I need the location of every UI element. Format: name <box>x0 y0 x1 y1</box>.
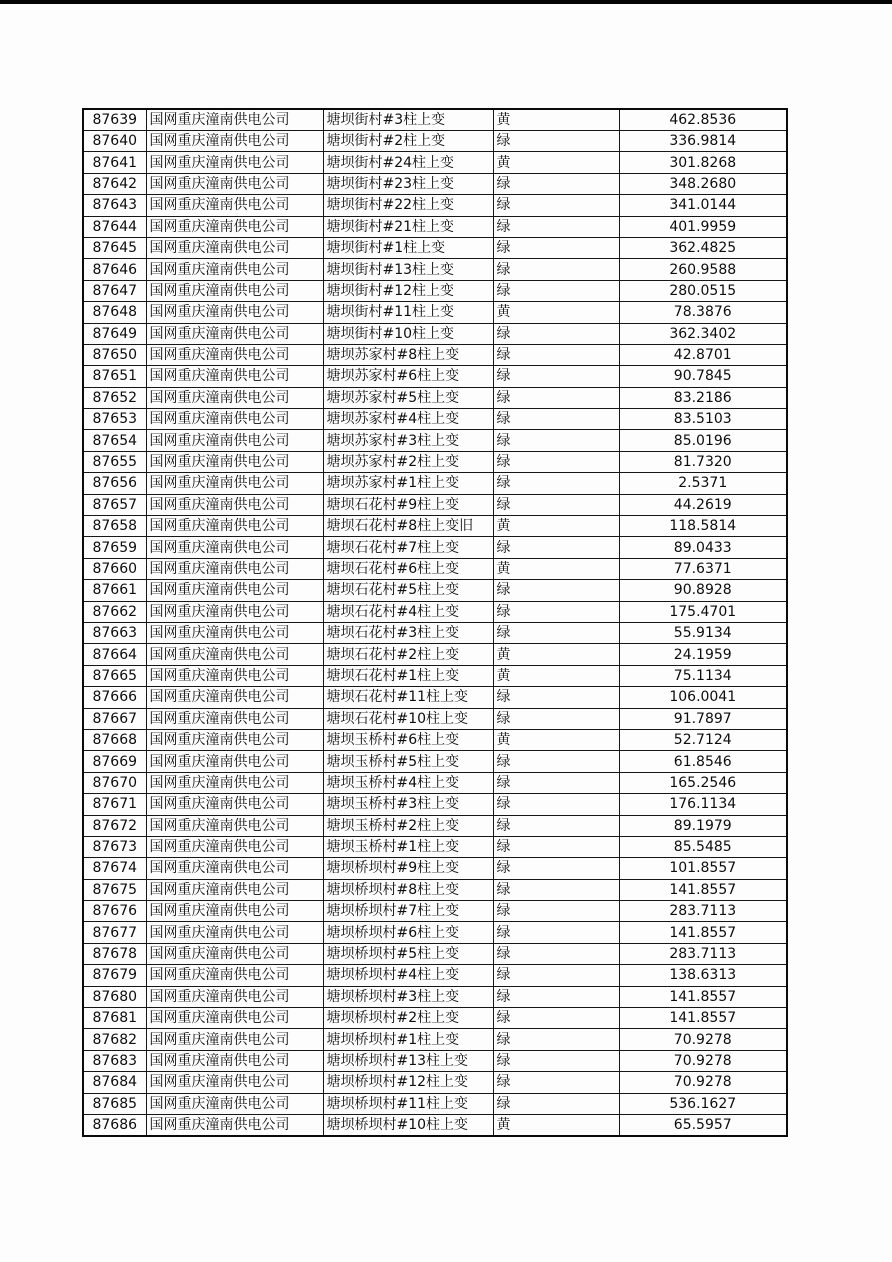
cell-value: 24.1959 <box>619 644 787 665</box>
cell-status: 绿 <box>493 473 619 494</box>
cell-id: 87668 <box>83 729 146 750</box>
table-row <box>83 409 787 430</box>
cell-value: 141.8557 <box>619 1008 787 1029</box>
cell-id: 87671 <box>83 794 146 815</box>
table-row <box>83 815 787 836</box>
cell-id: 87654 <box>83 430 146 451</box>
cell-status: 绿 <box>493 237 619 258</box>
cell-company: 国网重庆潼南供电公司 <box>146 922 323 943</box>
cell-status: 绿 <box>493 1072 619 1093</box>
cell-id: 87683 <box>83 1050 146 1071</box>
cell-company: 国网重庆潼南供电公司 <box>146 794 323 815</box>
cell-value: 141.8557 <box>619 922 787 943</box>
cell-company: 国网重庆潼南供电公司 <box>146 280 323 301</box>
cell-company: 国网重庆潼南供电公司 <box>146 344 323 365</box>
cell-status: 绿 <box>493 173 619 194</box>
cell-id: 87681 <box>83 1008 146 1029</box>
cell-status: 绿 <box>493 344 619 365</box>
cell-status: 绿 <box>493 858 619 879</box>
cell-value: 83.2186 <box>619 387 787 408</box>
cell-company: 国网重庆潼南供电公司 <box>146 580 323 601</box>
table-row <box>83 1114 787 1136</box>
cell-id: 87656 <box>83 473 146 494</box>
cell-company: 国网重庆潼南供电公司 <box>146 858 323 879</box>
cell-value: 77.6371 <box>619 558 787 579</box>
cell-status: 绿 <box>493 1029 619 1050</box>
cell-status: 绿 <box>493 537 619 558</box>
cell-value: 91.7897 <box>619 708 787 729</box>
table-row <box>83 152 787 173</box>
cell-status: 绿 <box>493 387 619 408</box>
cell-name: 塘坝桥坝村#13柱上变 <box>323 1050 493 1071</box>
cell-value: 55.9134 <box>619 622 787 643</box>
cell-status: 绿 <box>493 836 619 857</box>
cell-name: 塘坝石花村#8柱上变旧 <box>323 516 493 537</box>
cell-company: 国网重庆潼南供电公司 <box>146 516 323 537</box>
cell-status: 绿 <box>493 409 619 430</box>
table-row <box>83 1093 787 1114</box>
cell-value: 401.9959 <box>619 216 787 237</box>
cell-name: 塘坝桥坝村#3柱上变 <box>323 986 493 1007</box>
table-row <box>83 494 787 515</box>
cell-name: 塘坝苏家村#5柱上变 <box>323 387 493 408</box>
cell-company: 国网重庆潼南供电公司 <box>146 1114 323 1136</box>
cell-value: 362.3402 <box>619 323 787 344</box>
cell-name: 塘坝街村#21柱上变 <box>323 216 493 237</box>
cell-name: 塘坝桥坝村#8柱上变 <box>323 879 493 900</box>
table-row <box>83 1008 787 1029</box>
cell-company: 国网重庆潼南供电公司 <box>146 986 323 1007</box>
cell-company: 国网重庆潼南供电公司 <box>146 965 323 986</box>
table-row <box>83 794 787 815</box>
table-row <box>83 601 787 622</box>
cell-id: 87664 <box>83 644 146 665</box>
cell-name: 塘坝苏家村#6柱上变 <box>323 366 493 387</box>
cell-value: 81.7320 <box>619 451 787 472</box>
cell-name: 塘坝苏家村#8柱上变 <box>323 344 493 365</box>
cell-id: 87658 <box>83 516 146 537</box>
cell-value: 260.9588 <box>619 259 787 280</box>
cell-name: 塘坝街村#24柱上变 <box>323 152 493 173</box>
cell-company: 国网重庆潼南供电公司 <box>146 1008 323 1029</box>
cell-company: 国网重庆潼南供电公司 <box>146 430 323 451</box>
cell-company: 国网重庆潼南供电公司 <box>146 302 323 323</box>
cell-name: 塘坝苏家村#3柱上变 <box>323 430 493 451</box>
cell-value: 101.8557 <box>619 858 787 879</box>
cell-name: 塘坝石花村#3柱上变 <box>323 622 493 643</box>
cell-company: 国网重庆潼南供电公司 <box>146 537 323 558</box>
cell-id: 87682 <box>83 1029 146 1050</box>
cell-value: 90.7845 <box>619 366 787 387</box>
cell-company: 国网重庆潼南供电公司 <box>146 237 323 258</box>
table-row <box>83 131 787 152</box>
cell-name: 塘坝石花村#7柱上变 <box>323 537 493 558</box>
cell-name: 塘坝街村#22柱上变 <box>323 195 493 216</box>
cell-name: 塘坝玉桥村#5柱上变 <box>323 751 493 772</box>
cell-value: 165.2546 <box>619 772 787 793</box>
cell-value: 75.1134 <box>619 665 787 686</box>
table-row <box>83 1072 787 1093</box>
cell-id: 87652 <box>83 387 146 408</box>
cell-status: 绿 <box>493 687 619 708</box>
cell-company: 国网重庆潼南供电公司 <box>146 109 323 131</box>
cell-value: 336.9814 <box>619 131 787 152</box>
cell-value: 280.0515 <box>619 280 787 301</box>
cell-id: 87670 <box>83 772 146 793</box>
cell-value: 118.5814 <box>619 516 787 537</box>
cell-name: 塘坝桥坝村#6柱上变 <box>323 922 493 943</box>
cell-name: 塘坝桥坝村#5柱上变 <box>323 943 493 964</box>
cell-id: 87672 <box>83 815 146 836</box>
table-row <box>83 109 787 131</box>
cell-status: 绿 <box>493 1050 619 1071</box>
cell-name: 塘坝桥坝村#9柱上变 <box>323 858 493 879</box>
cell-id: 87643 <box>83 195 146 216</box>
cell-value: 70.9278 <box>619 1029 787 1050</box>
cell-name: 塘坝街村#3柱上变 <box>323 109 493 131</box>
cell-company: 国网重庆潼南供电公司 <box>146 622 323 643</box>
table-row <box>83 1050 787 1071</box>
cell-id: 87665 <box>83 665 146 686</box>
table-row <box>83 580 787 601</box>
cell-company: 国网重庆潼南供电公司 <box>146 473 323 494</box>
cell-name: 塘坝玉桥村#2柱上变 <box>323 815 493 836</box>
cell-status: 绿 <box>493 131 619 152</box>
cell-status: 绿 <box>493 708 619 729</box>
cell-status: 绿 <box>493 451 619 472</box>
table-row <box>83 237 787 258</box>
table-row <box>83 687 787 708</box>
cell-id: 87645 <box>83 237 146 258</box>
cell-id: 87659 <box>83 537 146 558</box>
cell-company: 国网重庆潼南供电公司 <box>146 687 323 708</box>
cell-status: 绿 <box>493 1093 619 1114</box>
cell-id: 87673 <box>83 836 146 857</box>
cell-status: 绿 <box>493 815 619 836</box>
table-row <box>83 1029 787 1050</box>
cell-name: 塘坝桥坝村#11柱上变 <box>323 1093 493 1114</box>
cell-company: 国网重庆潼南供电公司 <box>146 644 323 665</box>
cell-company: 国网重庆潼南供电公司 <box>146 494 323 515</box>
cell-value: 536.1627 <box>619 1093 787 1114</box>
cell-company: 国网重庆潼南供电公司 <box>146 836 323 857</box>
table-row <box>83 708 787 729</box>
table-row <box>83 558 787 579</box>
cell-value: 44.2619 <box>619 494 787 515</box>
cell-name: 塘坝苏家村#2柱上变 <box>323 451 493 472</box>
table-row <box>83 259 787 280</box>
cell-id: 87677 <box>83 922 146 943</box>
cell-value: 83.5103 <box>619 409 787 430</box>
table-row <box>83 986 787 1007</box>
cell-value: 52.7124 <box>619 729 787 750</box>
cell-value: 70.9278 <box>619 1050 787 1071</box>
table-row <box>83 195 787 216</box>
cell-company: 国网重庆潼南供电公司 <box>146 259 323 280</box>
cell-value: 348.2680 <box>619 173 787 194</box>
cell-status: 绿 <box>493 879 619 900</box>
cell-value: 106.0041 <box>619 687 787 708</box>
cell-name: 塘坝苏家村#4柱上变 <box>323 409 493 430</box>
cell-id: 87686 <box>83 1114 146 1136</box>
cell-name: 塘坝街村#2柱上变 <box>323 131 493 152</box>
cell-company: 国网重庆潼南供电公司 <box>146 729 323 750</box>
cell-name: 塘坝石花村#1柱上变 <box>323 665 493 686</box>
table-row <box>83 644 787 665</box>
cell-company: 国网重庆潼南供电公司 <box>146 152 323 173</box>
cell-status: 黄 <box>493 644 619 665</box>
cell-company: 国网重庆潼南供电公司 <box>146 751 323 772</box>
cell-value: 341.0144 <box>619 195 787 216</box>
cell-value: 85.0196 <box>619 430 787 451</box>
cell-company: 国网重庆潼南供电公司 <box>146 665 323 686</box>
cell-company: 国网重庆潼南供电公司 <box>146 1029 323 1050</box>
table-row <box>83 280 787 301</box>
cell-status: 绿 <box>493 922 619 943</box>
table-row <box>83 836 787 857</box>
table-row <box>83 387 787 408</box>
cell-status: 绿 <box>493 216 619 237</box>
cell-status: 绿 <box>493 601 619 622</box>
cell-name: 塘坝桥坝村#10柱上变 <box>323 1114 493 1136</box>
cell-id: 87678 <box>83 943 146 964</box>
cell-value: 138.6313 <box>619 965 787 986</box>
cell-id: 87676 <box>83 901 146 922</box>
cell-id: 87651 <box>83 366 146 387</box>
table-row <box>83 344 787 365</box>
table-row <box>83 323 787 344</box>
cell-id: 87649 <box>83 323 146 344</box>
cell-status: 绿 <box>493 794 619 815</box>
cell-value: 176.1134 <box>619 794 787 815</box>
cell-company: 国网重庆潼南供电公司 <box>146 195 323 216</box>
cell-value: 65.5957 <box>619 1114 787 1136</box>
cell-name: 塘坝苏家村#1柱上变 <box>323 473 493 494</box>
cell-id: 87680 <box>83 986 146 1007</box>
cell-status: 绿 <box>493 323 619 344</box>
cell-id: 87674 <box>83 858 146 879</box>
cell-company: 国网重庆潼南供电公司 <box>146 131 323 152</box>
cell-value: 301.8268 <box>619 152 787 173</box>
cell-value: 283.7113 <box>619 901 787 922</box>
cell-status: 绿 <box>493 259 619 280</box>
cell-id: 87646 <box>83 259 146 280</box>
cell-status: 黄 <box>493 729 619 750</box>
cell-company: 国网重庆潼南供电公司 <box>146 387 323 408</box>
page-top-border-bar <box>0 0 892 4</box>
cell-id: 87639 <box>83 109 146 131</box>
cell-id: 87663 <box>83 622 146 643</box>
cell-id: 87685 <box>83 1093 146 1114</box>
cell-name: 塘坝石花村#2柱上变 <box>323 644 493 665</box>
transformer-data-table <box>82 108 788 1137</box>
cell-name: 塘坝石花村#11柱上变 <box>323 687 493 708</box>
cell-value: 78.3876 <box>619 302 787 323</box>
cell-id: 87640 <box>83 131 146 152</box>
cell-company: 国网重庆潼南供电公司 <box>146 173 323 194</box>
cell-name: 塘坝石花村#6柱上变 <box>323 558 493 579</box>
cell-status: 绿 <box>493 751 619 772</box>
cell-status: 绿 <box>493 1008 619 1029</box>
table-row <box>83 366 787 387</box>
cell-id: 87642 <box>83 173 146 194</box>
cell-name: 塘坝玉桥村#4柱上变 <box>323 772 493 793</box>
cell-name: 塘坝桥坝村#12柱上变 <box>323 1072 493 1093</box>
cell-value: 70.9278 <box>619 1072 787 1093</box>
cell-status: 黄 <box>493 1114 619 1136</box>
cell-status: 绿 <box>493 366 619 387</box>
cell-id: 87641 <box>83 152 146 173</box>
cell-status: 绿 <box>493 494 619 515</box>
cell-value: 175.4701 <box>619 601 787 622</box>
cell-name: 塘坝石花村#9柱上变 <box>323 494 493 515</box>
cell-status: 绿 <box>493 280 619 301</box>
table-row <box>83 922 787 943</box>
cell-value: 141.8557 <box>619 986 787 1007</box>
cell-name: 塘坝桥坝村#1柱上变 <box>323 1029 493 1050</box>
cell-company: 国网重庆潼南供电公司 <box>146 901 323 922</box>
cell-value: 89.1979 <box>619 815 787 836</box>
table-row <box>83 943 787 964</box>
cell-value: 61.8546 <box>619 751 787 772</box>
cell-value: 141.8557 <box>619 879 787 900</box>
cell-company: 国网重庆潼南供电公司 <box>146 366 323 387</box>
cell-name: 塘坝街村#10柱上变 <box>323 323 493 344</box>
cell-company: 国网重庆潼南供电公司 <box>146 601 323 622</box>
table-row <box>83 216 787 237</box>
cell-value: 362.4825 <box>619 237 787 258</box>
cell-value: 283.7113 <box>619 943 787 964</box>
table-row <box>83 665 787 686</box>
cell-status: 绿 <box>493 965 619 986</box>
cell-value: 462.8536 <box>619 109 787 131</box>
table-row <box>83 729 787 750</box>
cell-status: 绿 <box>493 943 619 964</box>
table-row <box>83 516 787 537</box>
cell-status: 绿 <box>493 622 619 643</box>
cell-name: 塘坝石花村#10柱上变 <box>323 708 493 729</box>
table-row <box>83 965 787 986</box>
cell-name: 塘坝桥坝村#4柱上变 <box>323 965 493 986</box>
cell-company: 国网重庆潼南供电公司 <box>146 943 323 964</box>
cell-id: 87684 <box>83 1072 146 1093</box>
table-row <box>83 537 787 558</box>
table-row <box>83 302 787 323</box>
cell-value: 2.5371 <box>619 473 787 494</box>
table-row <box>83 901 787 922</box>
cell-id: 87647 <box>83 280 146 301</box>
table-row <box>83 751 787 772</box>
cell-status: 黄 <box>493 516 619 537</box>
table-row <box>83 879 787 900</box>
cell-id: 87661 <box>83 580 146 601</box>
cell-value: 85.5485 <box>619 836 787 857</box>
cell-status: 绿 <box>493 901 619 922</box>
cell-status: 黄 <box>493 665 619 686</box>
cell-name: 塘坝街村#12柱上变 <box>323 280 493 301</box>
cell-status: 黄 <box>493 558 619 579</box>
cell-name: 塘坝玉桥村#3柱上变 <box>323 794 493 815</box>
cell-id: 87660 <box>83 558 146 579</box>
cell-name: 塘坝玉桥村#1柱上变 <box>323 836 493 857</box>
table-body <box>83 109 787 1136</box>
table-row <box>83 173 787 194</box>
cell-status: 绿 <box>493 195 619 216</box>
table-row <box>83 473 787 494</box>
cell-status: 黄 <box>493 302 619 323</box>
cell-company: 国网重庆潼南供电公司 <box>146 772 323 793</box>
cell-status: 绿 <box>493 580 619 601</box>
cell-company: 国网重庆潼南供电公司 <box>146 708 323 729</box>
cell-company: 国网重庆潼南供电公司 <box>146 558 323 579</box>
cell-company: 国网重庆潼南供电公司 <box>146 216 323 237</box>
cell-name: 塘坝石花村#5柱上变 <box>323 580 493 601</box>
cell-id: 87679 <box>83 965 146 986</box>
cell-id: 87669 <box>83 751 146 772</box>
cell-id: 87666 <box>83 687 146 708</box>
cell-name: 塘坝街村#23柱上变 <box>323 173 493 194</box>
cell-value: 89.0433 <box>619 537 787 558</box>
cell-id: 87675 <box>83 879 146 900</box>
cell-value: 42.8701 <box>619 344 787 365</box>
cell-name: 塘坝桥坝村#7柱上变 <box>323 901 493 922</box>
table-row <box>83 430 787 451</box>
cell-company: 国网重庆潼南供电公司 <box>146 409 323 430</box>
cell-name: 塘坝街村#13柱上变 <box>323 259 493 280</box>
cell-name: 塘坝石花村#4柱上变 <box>323 601 493 622</box>
table-row <box>83 772 787 793</box>
table-row <box>83 622 787 643</box>
cell-company: 国网重庆潼南供电公司 <box>146 1072 323 1093</box>
cell-status: 绿 <box>493 986 619 1007</box>
cell-name: 塘坝街村#1柱上变 <box>323 237 493 258</box>
cell-status: 黄 <box>493 152 619 173</box>
cell-id: 87653 <box>83 409 146 430</box>
cell-name: 塘坝玉桥村#6柱上变 <box>323 729 493 750</box>
cell-id: 87648 <box>83 302 146 323</box>
cell-status: 绿 <box>493 430 619 451</box>
cell-id: 87644 <box>83 216 146 237</box>
cell-company: 国网重庆潼南供电公司 <box>146 1050 323 1071</box>
cell-status: 绿 <box>493 772 619 793</box>
table-row <box>83 451 787 472</box>
cell-company: 国网重庆潼南供电公司 <box>146 323 323 344</box>
cell-id: 87662 <box>83 601 146 622</box>
cell-id: 87667 <box>83 708 146 729</box>
cell-id: 87655 <box>83 451 146 472</box>
cell-company: 国网重庆潼南供电公司 <box>146 815 323 836</box>
cell-id: 87650 <box>83 344 146 365</box>
cell-company: 国网重庆潼南供电公司 <box>146 1093 323 1114</box>
cell-company: 国网重庆潼南供电公司 <box>146 879 323 900</box>
cell-name: 塘坝街村#11柱上变 <box>323 302 493 323</box>
cell-company: 国网重庆潼南供电公司 <box>146 451 323 472</box>
cell-status: 黄 <box>493 109 619 131</box>
cell-name: 塘坝桥坝村#2柱上变 <box>323 1008 493 1029</box>
cell-value: 90.8928 <box>619 580 787 601</box>
table-row <box>83 858 787 879</box>
cell-id: 87657 <box>83 494 146 515</box>
